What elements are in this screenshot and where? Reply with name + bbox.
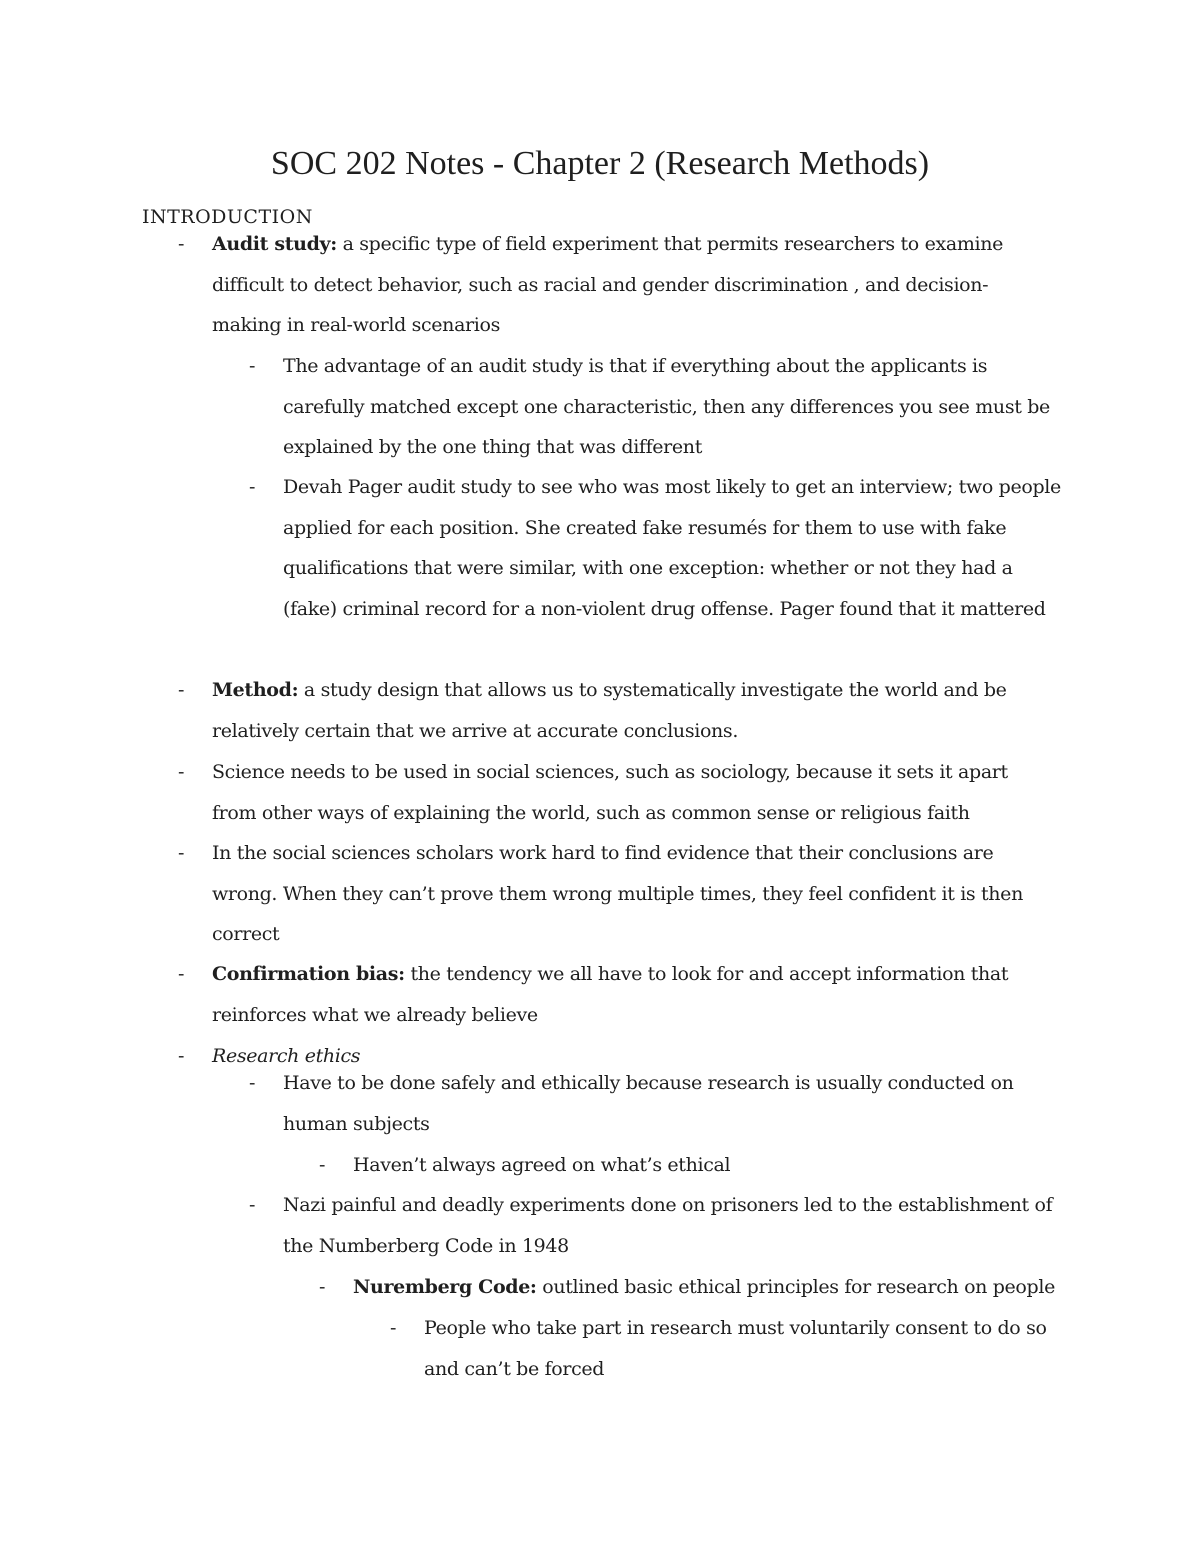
note-item-ethical-agreement	[319, 1145, 1053, 1186]
note-text: In the social sciences scholars work hard to find evidence that their conclusions are wrong. When they can’t prove them wrong multiple times, they feel confident it is then correct	[212, 842, 1023, 946]
term-label: Audit study:	[212, 233, 337, 255]
document-title: SOC 202 Notes - Chapter 2 (Research Methods)	[270, 145, 930, 182]
bullet-dash: -	[249, 1072, 256, 1094]
term-label: Method:	[212, 679, 299, 701]
bullet-dash: -	[178, 842, 185, 864]
bullet-dash: -	[178, 1045, 185, 1067]
bullet-dash: -	[178, 679, 185, 701]
note-item-science	[178, 752, 1022, 833]
section-heading: INTRODUCTION	[142, 206, 313, 228]
subheading-research-ethics: Research ethics	[212, 1045, 361, 1067]
note-text: the tendency we all have to look for and accept information that reinforces what we already believe	[212, 963, 1009, 1026]
note-item-devah-pager	[249, 467, 1063, 629]
note-item-done-safely	[249, 1063, 1043, 1144]
bullet-dash: -	[178, 963, 185, 985]
note-item-nazi-experiments	[249, 1185, 1073, 1266]
note-item-nuremberg-code	[319, 1267, 1093, 1308]
note-item-advantage	[249, 346, 1063, 468]
note-item-social-sciences	[178, 833, 1042, 955]
note-text: outlined basic ethical principles for research on people	[536, 1276, 1055, 1298]
note-text: Science needs to be used in social sciences, such as sociology, because it sets it apart from other ways of explaining the world, such as common sense or religious faith	[212, 761, 1008, 824]
bullet-dash: -	[178, 761, 185, 783]
note-text: People who take part in research must voluntarily consent to do so and can’t be forced	[424, 1317, 1047, 1380]
bullet-dash: -	[249, 355, 256, 377]
bullet-dash: -	[249, 1194, 256, 1216]
note-text: Nazi painful and deadly experiments done on prisoners led to the establishment of the Numberberg Code in 1948	[283, 1194, 1053, 1257]
note-text: a specific type of field experiment that permits researchers to examine difficult to detect behavior, such as racial and gender discrimination , and decision-making in real-world scenarios	[212, 233, 1004, 337]
bullet-dash: -	[319, 1154, 326, 1176]
bullet-dash: -	[390, 1317, 397, 1339]
note-item-confirmation-bias	[178, 954, 1022, 1035]
note-text: Haven’t always agreed on what’s ethical	[353, 1154, 731, 1176]
note-text: Have to be done safely and ethically because research is usually conducted on human subjects	[283, 1072, 1014, 1135]
note-text: Devah Pager audit study to see who was most likely to get an interview; two people applied for each position. She created fake resumés for them to use with fake qualifications that were similar, with one exception: whether or not they had a (fake) criminal record for a non-violent drug offense. Pager found that it mattered	[283, 476, 1061, 620]
bullet-dash: -	[249, 476, 256, 498]
note-text: The advantage of an audit study is that if everything about the applicants is carefully matched except one characteristic, then any differences you see must be explained by the one thing that was different	[283, 355, 1050, 459]
term-label: Nuremberg Code:	[353, 1276, 537, 1298]
term-label: Confirmation bias:	[212, 963, 405, 985]
bullet-dash: -	[319, 1276, 326, 1298]
note-item-audit-study	[178, 224, 1012, 346]
note-item-method	[178, 670, 1022, 751]
bullet-dash: -	[178, 233, 185, 255]
note-text: a study design that allows us to systematically investigate the world and be relatively certain that we arrive at accurate conclusions.	[212, 679, 1007, 742]
note-item-voluntary-consent	[390, 1308, 1064, 1389]
